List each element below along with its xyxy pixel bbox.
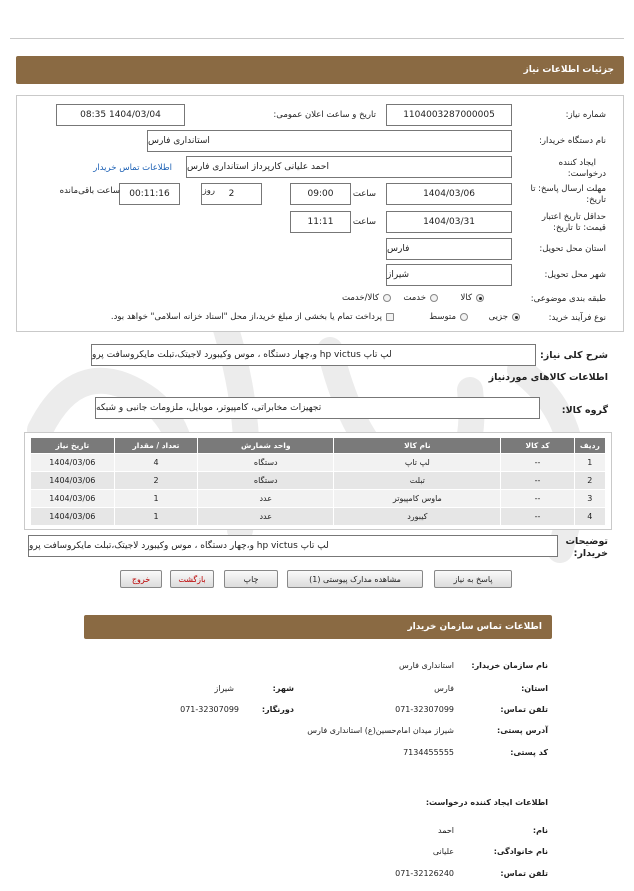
validity-time-field: 11:11	[290, 211, 351, 233]
creator-label-2: درخواست:	[567, 169, 606, 179]
table-row: 2 -- تبلت دستگاه 2 1404/03/06	[31, 472, 606, 490]
summary-label: شرح کلی نیاز:	[539, 350, 608, 361]
attachments-button[interactable]: مشاهده مدارک پیوستی (1)	[287, 570, 423, 588]
table-row: 3 -- ماوس کامپیوتر عدد 1 1404/03/06	[31, 490, 606, 508]
back-button[interactable]: بازگشت	[170, 570, 214, 588]
print-button[interactable]: چاپ	[224, 570, 278, 588]
creator-family: علیانی	[432, 847, 454, 856]
col-header-date: تاریخ نیاز	[31, 438, 115, 454]
creator-name: احمد	[438, 826, 454, 835]
category-label: طبقه بندی موضوعی:	[530, 294, 606, 304]
deadline-date-field: 1404/03/06	[386, 183, 512, 205]
deadline-label-1: مهلت ارسال پاسخ: تا	[530, 184, 606, 194]
radio-icon	[476, 294, 484, 302]
radio-icon	[383, 294, 391, 302]
contact-fax: 071-32307099	[180, 705, 239, 714]
category-option-goods[interactable]: کالا	[461, 293, 484, 303]
need-number-field: 1104003287000005	[386, 104, 512, 126]
checkbox-icon	[386, 313, 394, 321]
creator-phone: 071-32126240	[395, 869, 454, 878]
summary-field: لپ تاپ hp victus و،چهار دستگاه ، موس وکیبورد لاجیتک،تبلت مایکروسافت پرو	[91, 344, 536, 366]
page-title: جزئیات اطلاعات نیاز	[523, 65, 614, 75]
buyer-notes-field: لپ تاپ hp victus و،چهار دستگاه ، موس وکیبورد لاجیتک،تبلت مایکروسافت پرو	[28, 535, 558, 557]
process-option-medium[interactable]: متوسط	[429, 312, 468, 322]
contact-fax-label: دورنگار:	[261, 705, 294, 714]
category-option-both[interactable]: کالا/خدمت	[342, 293, 391, 303]
deadline-time-label: ساعت	[352, 189, 376, 199]
col-header-qty: تعداد / مقدار	[114, 438, 198, 454]
contact-province: فارس	[434, 684, 454, 693]
deadline-label-2: تاریخ:	[586, 195, 606, 205]
province-label: استان محل تحویل:	[539, 244, 606, 254]
top-divider	[10, 38, 624, 39]
buyer-org-label: نام دستگاه خریدار:	[539, 136, 606, 146]
remaining-time-label: ساعت باقی‌مانده	[59, 186, 120, 196]
creator-phone-label: تلفن تماس:	[500, 869, 548, 878]
creator-family-label: نام خانوادگی:	[493, 847, 548, 856]
contact-postal: 7134455555	[403, 748, 454, 757]
contact-address-label: آدرس پستی:	[497, 726, 548, 735]
validity-time-label: ساعت	[352, 217, 376, 227]
validity-label-2: قیمت: تا تاریخ:	[553, 223, 606, 233]
reply-button[interactable]: پاسخ به نیاز	[434, 570, 512, 588]
contact-city: شیراز	[214, 684, 234, 693]
contact-postal-label: کد پستی:	[510, 748, 548, 757]
creator-label-1: ایجاد کننده	[558, 158, 596, 168]
contact-phone-label: تلفن تماس:	[500, 705, 548, 714]
col-header-name: نام کالا	[334, 438, 501, 454]
radio-icon	[512, 313, 520, 321]
category-option-service[interactable]: خدمت	[403, 293, 438, 303]
col-header-unit: واحد شمارش	[198, 438, 334, 454]
items-table	[30, 437, 606, 526]
announce-field: 1404/03/04 08:35	[56, 104, 185, 126]
validity-date-field: 1404/03/31	[386, 211, 512, 233]
days-label: روز	[202, 186, 215, 196]
payment-treasury-checkbox[interactable]: پرداخت تمام یا بخشی از مبلغ خرید،از محل "اسناد خزانه اسلامی" خواهد بود.	[111, 312, 394, 322]
contact-province-label: استان:	[521, 684, 548, 693]
process-option-minor[interactable]: جزیی	[489, 312, 520, 322]
buyer-notes-label-1: توضیحات	[565, 536, 608, 547]
city-label: شهر محل تحویل:	[544, 270, 606, 280]
goods-group-label: گروه کالا:	[561, 405, 608, 416]
validity-label-1: حداقل تاریخ اعتبار	[541, 212, 606, 222]
table-row: 4 -- کیبورد عدد 1 1404/03/06	[31, 508, 606, 526]
province-field: فارس	[386, 238, 512, 260]
radio-icon	[460, 313, 468, 321]
remaining-time-field: 00:11:16	[119, 183, 180, 205]
creator-name-label: نام:	[532, 826, 548, 835]
exit-button[interactable]: خروج	[120, 570, 162, 588]
days-remaining-field: 2	[201, 183, 262, 205]
need-number-label: شماره نیاز:	[565, 110, 606, 120]
buyer-org-field: استانداری فارس	[147, 130, 512, 152]
deadline-time-field: 09:00	[290, 183, 351, 205]
creator-info-title: اطلاعات ایجاد کننده درخواست:	[425, 798, 548, 807]
buyer-notes-label-2: خریدار:	[573, 548, 608, 559]
contact-phone: 071-32307099	[395, 705, 454, 714]
col-header-code: کد کالا	[501, 438, 574, 454]
table-row: 1 -- لپ تاپ دستگاه 4 1404/03/06	[31, 454, 606, 472]
contact-address: شیراز میدان امام‌حسین(ع) استانداری فارس	[307, 726, 454, 735]
col-header-row: ردیف	[574, 438, 605, 454]
contact-title: اطلاعات تماس سازمان خریدار	[407, 622, 542, 632]
city-field: شیراز	[386, 264, 512, 286]
process-label: نوع فرآیند خرید:	[548, 313, 606, 323]
announce-label: تاریخ و ساعت اعلان عمومی:	[273, 110, 376, 120]
contact-org: استانداری فارس	[399, 661, 454, 670]
radio-icon	[430, 294, 438, 302]
contact-city-label: شهر:	[272, 684, 294, 693]
goods-group-field: تجهیزات مخابراتی، کامپیوتر، موبایل، ملزومات جانبی و شبکه	[95, 397, 540, 419]
page-header	[16, 56, 624, 84]
buyer-contact-link[interactable]: اطلاعات تماس خریدار	[93, 163, 172, 173]
goods-section-title: اطلاعات کالاهای موردنیاز	[488, 372, 608, 383]
contact-org-label: نام سازمان خریدار:	[471, 661, 548, 670]
creator-field: احمد علیانی کارپرداز استانداری فارس	[186, 156, 512, 178]
contact-header	[84, 615, 552, 639]
